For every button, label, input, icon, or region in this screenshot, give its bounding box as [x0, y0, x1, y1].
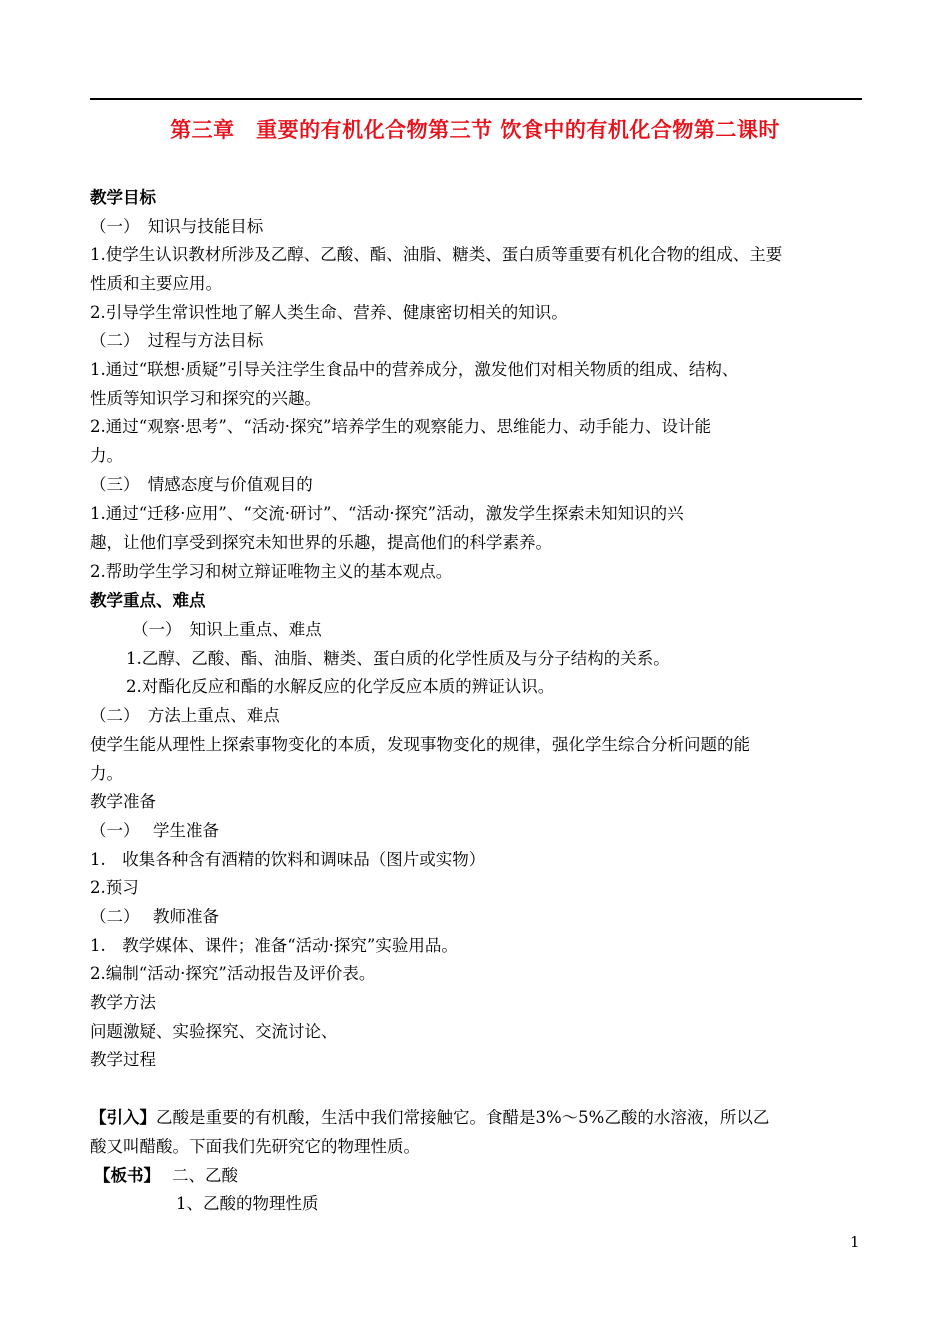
subheading-process-methods: （二） 过程与方法目标: [90, 331, 264, 350]
intro-text: 乙酸是重要的有机酸，生活中我们常接触它。食醋是3%～5%乙酸的水溶液，所以乙: [156, 1108, 770, 1127]
body-line: 2.对酯化反应和酯的水解反应的化学反应本质的辨证认识。: [126, 677, 555, 696]
heading-teaching-preparation: 教学准备: [90, 792, 156, 811]
board-text: 二、乙酸: [172, 1166, 238, 1185]
body-line: 趣，让他们享受到探究未知世界的乐趣，提高他们的科学素养。: [90, 533, 552, 552]
page-number: 1: [850, 1233, 860, 1251]
header-rule: [90, 98, 862, 100]
body-line: 1. 收集各种含有酒精的饮料和调味品（图片或实物）: [90, 850, 486, 869]
body-line: 1.乙醇、乙酸、酯、油脂、糖类、蛋白质的化学性质及与分子结构的关系。: [126, 649, 670, 668]
body-line: 1.通过“迁移·应用”、“交流·研讨”、“活动·探究”活动，激发学生探索未知知识的兴: [90, 504, 684, 523]
body-line: 1.通过“联想·质疑”引导关注学生食品中的营养成分，激发他们对相关物质的组成、结构、: [90, 360, 739, 379]
body-line: 力。: [90, 446, 123, 465]
body-line: 1. 教学媒体、课件；准备“活动·探究”实验用品。: [90, 936, 458, 955]
document-title: 第三章 重要的有机化合物第三节 饮食中的有机化合物第二课时: [170, 118, 780, 142]
body-line: 性质和主要应用。: [90, 274, 222, 293]
body-line: 性质等知识学习和探究的兴趣。: [90, 389, 321, 408]
subheading-knowledge-skills: （一） 知识与技能目标: [90, 217, 264, 236]
body-line: 1.使学生认识教材所涉及乙醇、乙酸、酯、油脂、糖类、蛋白质等重要有机化合物的组成、主要: [90, 245, 783, 264]
body-line: 2.编制“活动·探究”活动报告及评价表。: [90, 964, 376, 983]
body-line: 问题激疑、实验探究、交流讨论、: [90, 1022, 338, 1041]
body-line: 力。: [90, 764, 123, 783]
heading-key-points: 教学重点、难点: [90, 591, 206, 610]
body-line: 2.引导学生常识性地了解人类生命、营养、健康密切相关的知识。: [90, 303, 568, 322]
body-line: 2.预习: [90, 878, 139, 897]
subheading-knowledge-key-points: （一） 知识上重点、难点: [132, 620, 322, 639]
intro-label: 【引入】: [90, 1108, 156, 1127]
board-subitem: 1、乙酸的物理性质: [176, 1194, 319, 1213]
subheading-attitudes-values: （三） 情感态度与价值观目的: [90, 475, 313, 494]
body-line: 使学生能从理性上探索事物变化的本质，发现事物变化的规律，强化学生综合分析问题的能: [90, 735, 750, 754]
board-label: 【板书】: [94, 1166, 160, 1185]
board-line: [94, 1166, 238, 1186]
subheading-method-key-points: （二） 方法上重点、难点: [90, 706, 280, 725]
subheading-student-preparation: （一） 学生准备: [90, 821, 219, 840]
heading-teaching-methods: 教学方法: [90, 993, 156, 1012]
heading-teaching-process: 教学过程: [90, 1050, 156, 1069]
heading-teaching-goals: 教学目标: [90, 188, 156, 207]
subheading-teacher-preparation: （二） 教师准备: [90, 907, 219, 926]
body-line: 2.通过“观察·思考”、“活动·探究”培养学生的观察能力、思维能力、动手能力、设计能: [90, 417, 711, 436]
body-line: 酸又叫醋酸。下面我们先研究它的物理性质。: [90, 1137, 420, 1156]
intro-paragraph-line: [90, 1108, 769, 1128]
body-line: 2.帮助学生学习和树立辩证唯物主义的基本观点。: [90, 562, 453, 581]
